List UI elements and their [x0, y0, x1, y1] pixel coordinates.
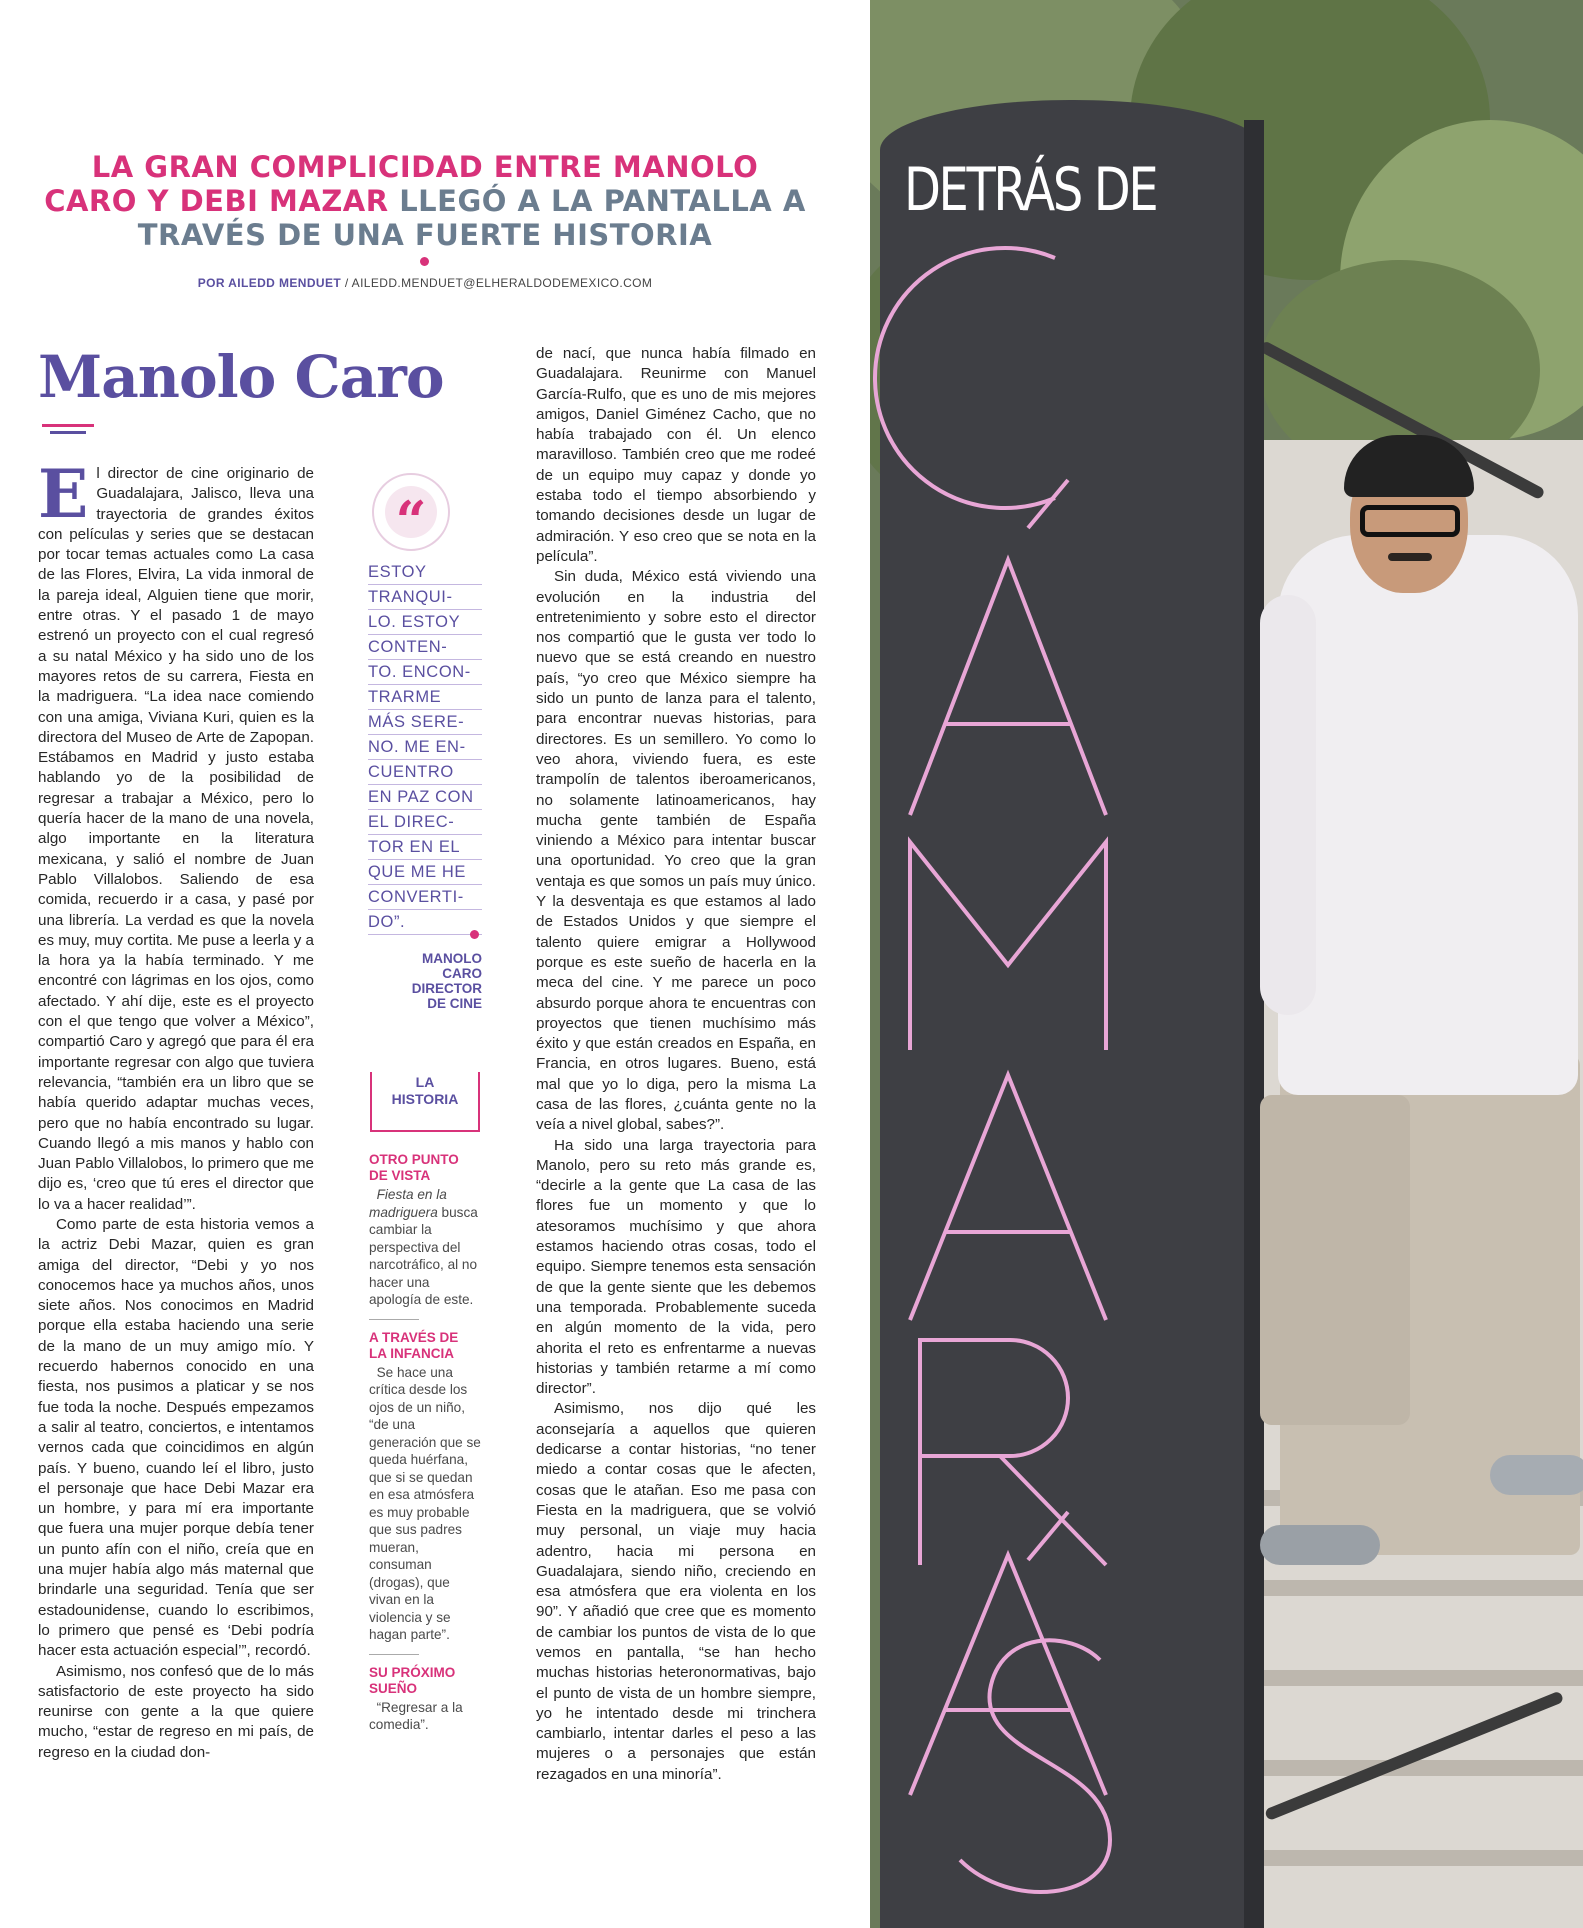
pull-quote-line: EL DIREC- [368, 810, 482, 835]
letter-r [920, 1340, 1106, 1565]
body-paragraph: Asimismo, nos confesó que de lo más satisfactorio de este proyecto ha sido reunirse con gente a la que quiere mucho, “estar de regreso en mi país, de regreso en la ciudad don- [38, 1662, 314, 1761]
pull-quote-line: TOR EN EL [368, 835, 482, 860]
pull-quote-line: MÁS SERE- [368, 710, 482, 735]
pull-quote-line: CONTEN- [368, 635, 482, 660]
sidebar-heading: SU PRÓXIMO SUEÑO [369, 1664, 456, 1696]
sidebar-heading: A TRAVÉS DE LA INFANCIA [369, 1329, 459, 1361]
sidebar-tag-line-2: HISTORIA [391, 1091, 459, 1107]
pull-quote-line: TRANQUI- [368, 585, 482, 610]
pull-quote-line: ESTOY [368, 560, 482, 585]
credit-name-1: MANOLO [422, 951, 482, 966]
body-paragraph: Ha sido una larga trayectoria para Manolo, pero su reto más grande es, “decirle a la gente que La casa de las flores fue un momento y que lo atesoramos muchísimo y que ahora estamos haciendo otras cosas, todo el equipo. Siempre tenemos esta sensación de que la gente siente que les debemos una temporada. Probablemente suceda en algún momento de la vida, pero ahorita el reto es enfrentarme a nuevas historias y también retarme a mí como director”. [536, 1136, 816, 1398]
sidebar-heading: OTRO PUNTO DE VISTA [369, 1152, 459, 1183]
credit-role-1: DIRECTOR [411, 981, 482, 996]
credit-name-2: CARO [442, 966, 482, 981]
body-paragraph: Sin duda, México está viviendo una evolución en la industria del entretenimiento y sobre esto el director nos compartió que le gusta ver todo lo nuevo que se está creando en nuestro país, “yo creo que México siempre ha sido un punto de lanza para el talento, para encontrar nuevas historias, para directores. Es un semillero. Yo como lo veo ahora, viviendo fuera, es este trampolín de talentos iberoamericanos, no solamente latinoamericanos, hay mucha gente también de España viniendo a México para intentar buscar una oportunidad. Yo creo que la gran ventaja es que somos un país muy único. Y la desventaja es que estamos al lado de Estados Unidos y que siempre el talento quiere emigrar a Hollywood porque es este sueño de hacerla en la meca del cine. Y me parece un poco absurdo porque ahora te encuentras con proyectos que tienen muchísimo más éxito y que están creados en España, en Francia, en otros lugares. Bueno, está mal que yo lo diga, pero la misma La casa de las flores, ¿cuánta gente no la veía a nivel global, sabes?”. [536, 568, 816, 1134]
letter-c [875, 248, 1055, 508]
paragraph-text: l director de cine originario de Guadalajara, Jalisco, lleva una trayectoria de grandes éxitos con películas y series que se destacan por tocar temas actuales como La casa de las Flores, Elvira, La vida inmoral de la pareja ideal, Alguien tiene que morir, entre otras. Y el pasado 1 de mayo estrenó un proyecto con el cual regresó a su natal México y ha sido uno de los mayores retos de su carrera, Fiesta en la madriguera. “La idea nace comiendo con una amiga, Viviana Kuri, quien es la directora del Museo de Arte de Zapopan. Estábamos en Madrid y justo estaba hablando yo de la posibilidad de regresar a trabajar a México, pero lo quería hacer de la mano de una novela, algo importante en la literatura mexicana, y salió el nombre de Juan Pablo Villalobos. Saliendo de esa comida, recuerdo ir a casa, y pasé por una librería. La verdad es que la novela es muy, muy cortita. Me puse a leerla y a la hora ya la había terminado. Y me encontré con lágrimas en los ojos, como afectado. Y ahí dije, este es el proyecto con el que tengo que volver a México”, compartió Caro y agregó que para él era importante regresar con algo que tuviera relevancia, “también era un libro que se había querido adaptar muchas veces, pero que no había encontrado su lugar. Cuando llegó a mis manos y hablo con Juan Pablo Villalobos, lo primero que me dijo es, ‘creo que tú eres el director que lo va a hacer realidad’”. [38, 465, 314, 1213]
pull-quote-line: EN PAZ CON [368, 785, 482, 810]
drop-cap: E [38, 455, 89, 533]
letter-a [910, 1075, 1106, 1320]
pull-quote-line: TO. ENCON- [368, 660, 482, 685]
sidebar-tag-line-1: LA [415, 1074, 435, 1090]
accent-mark [1028, 1512, 1068, 1560]
letter-m [910, 842, 1106, 1050]
quote-bubble-icon: “ [372, 473, 450, 551]
body-paragraph: Asimismo, nos dijo qué les aconsejaría a aquellos que quieren dedicarse a contar historias, “no tener miedo a contar cosas que le afecten, cosas que le atañan. Eso me pasa con Fiesta en la madriguera, que se volvió muy personal, un viaje muy hacia adentro, hacia mi persona en Guadalajara, siendo niño, creciendo en esa atmósfera que era violenta en los 90”. Y añadió que cree que es momento de cambiar los puntos de vista de lo que vemos en pantalla, “se han hecho muchas historias heteronormativas, bajo el punto de vista de un hombre siempre, yo he intentado desde mi trinchera cambiarlo, intentar darles el peso a las mujeres o a personajes que están rezagados en una minoría”. [536, 1400, 816, 1783]
pull-quote-line: TRARME [368, 685, 482, 710]
sidebar-text: Se hace una crítica desde los ojos de un niño, “de una generación que se queda huérfana, que si se quedan en esa atmósfera es muy probable que sus padres mueran, consuman (drogas), que vivan en la violencia y se hagan parte”. [369, 1364, 481, 1642]
byline-email[interactable]: AILEDD.MENDUET@ELHERALDODEMEXICO.COM [351, 276, 653, 290]
credit-role-2: DE CINE [427, 996, 482, 1011]
sidebar-text: Fiesta en la madriguera busca cambiar la perspectiva del narcotráfico, al no hacer una apología de este. [369, 1187, 478, 1307]
deck-line-1: LA GRAN COMPLICIDAD ENTRE MANOLO [91, 150, 759, 184]
deck-line-2-pink: CARO Y DEBI MAZAR [44, 184, 389, 218]
letter-a-accent [910, 560, 1106, 815]
pull-quote-line: DO”. [368, 910, 482, 935]
byline-separator: / [344, 276, 349, 290]
article-title: Manolo Caro [38, 343, 444, 411]
overlay-title-top: DETRÁS DE [904, 155, 1157, 225]
byline-author: POR AILEDD MENDUET [197, 276, 342, 290]
sidebar-text: “Regresar a la comedia”. [369, 1699, 463, 1732]
pull-quote-line: CONVERTI- [368, 885, 482, 910]
pull-quote-line: NO. ME EN- [368, 735, 482, 760]
body-paragraph: de nací, que nunca había filmado en Guadalajara. Reunirme con Manuel García-Rulfo, que es uno de mis mejores amigos, Daniel Giménez Cacho, que no había trabajado con él. Un elenco maravilloso. También creo que me rodeé de un equipo muy capaz y donde yo estaba todo el tiempo absorbiendo y tomando decisiones desde un lugar de admiración. Y eso creo que se nota en la película”. [536, 345, 816, 565]
pull-quote-line: LO. ESTOY [368, 610, 482, 635]
letter-s [960, 1640, 1110, 1892]
deck-line-2-slate: LLEGÓ A LA PANTALLA A [399, 184, 806, 218]
deck-line-3: TRAVÉS DE UNA FUERTE HISTORIA [137, 218, 713, 252]
pull-quote-line: QUE ME HE [368, 860, 482, 885]
body-paragraph: Como parte de esta historia vemos a la actriz Debi Mazar, quien es gran amiga del director, “Debi y yo nos conocemos hace ya muchos años, unos siete años. Nos conocimos en Madrid porque ella estaba haciendo una serie de la mano de un muy amigo mío. Y recuerdo habernos conocido en una fiesta, nos pusimos a platicar y se nos fue toda la noche. Después empezamos a salir al teatro, conciertos, e intentamos vernos cada que coincidimos en algún país. Y bueno, cuando leí el libro, justo el personaje que hace Debi Mazar era un hombre, y para mí era importante que fuera una mujer porque debía tener un punto afín con el niño, creía que en una mujer había algo más maternal que brindarle una seguridad. Tenía que ser estadounidense, cuando lo escribimos, lo primero que pensé es ‘Debi podría hacer esta actuación especial’”, recordó. [38, 1215, 314, 1660]
pull-quote-line: CUENTRO [368, 760, 482, 785]
letter-a-accent-2 [910, 1555, 1106, 1795]
